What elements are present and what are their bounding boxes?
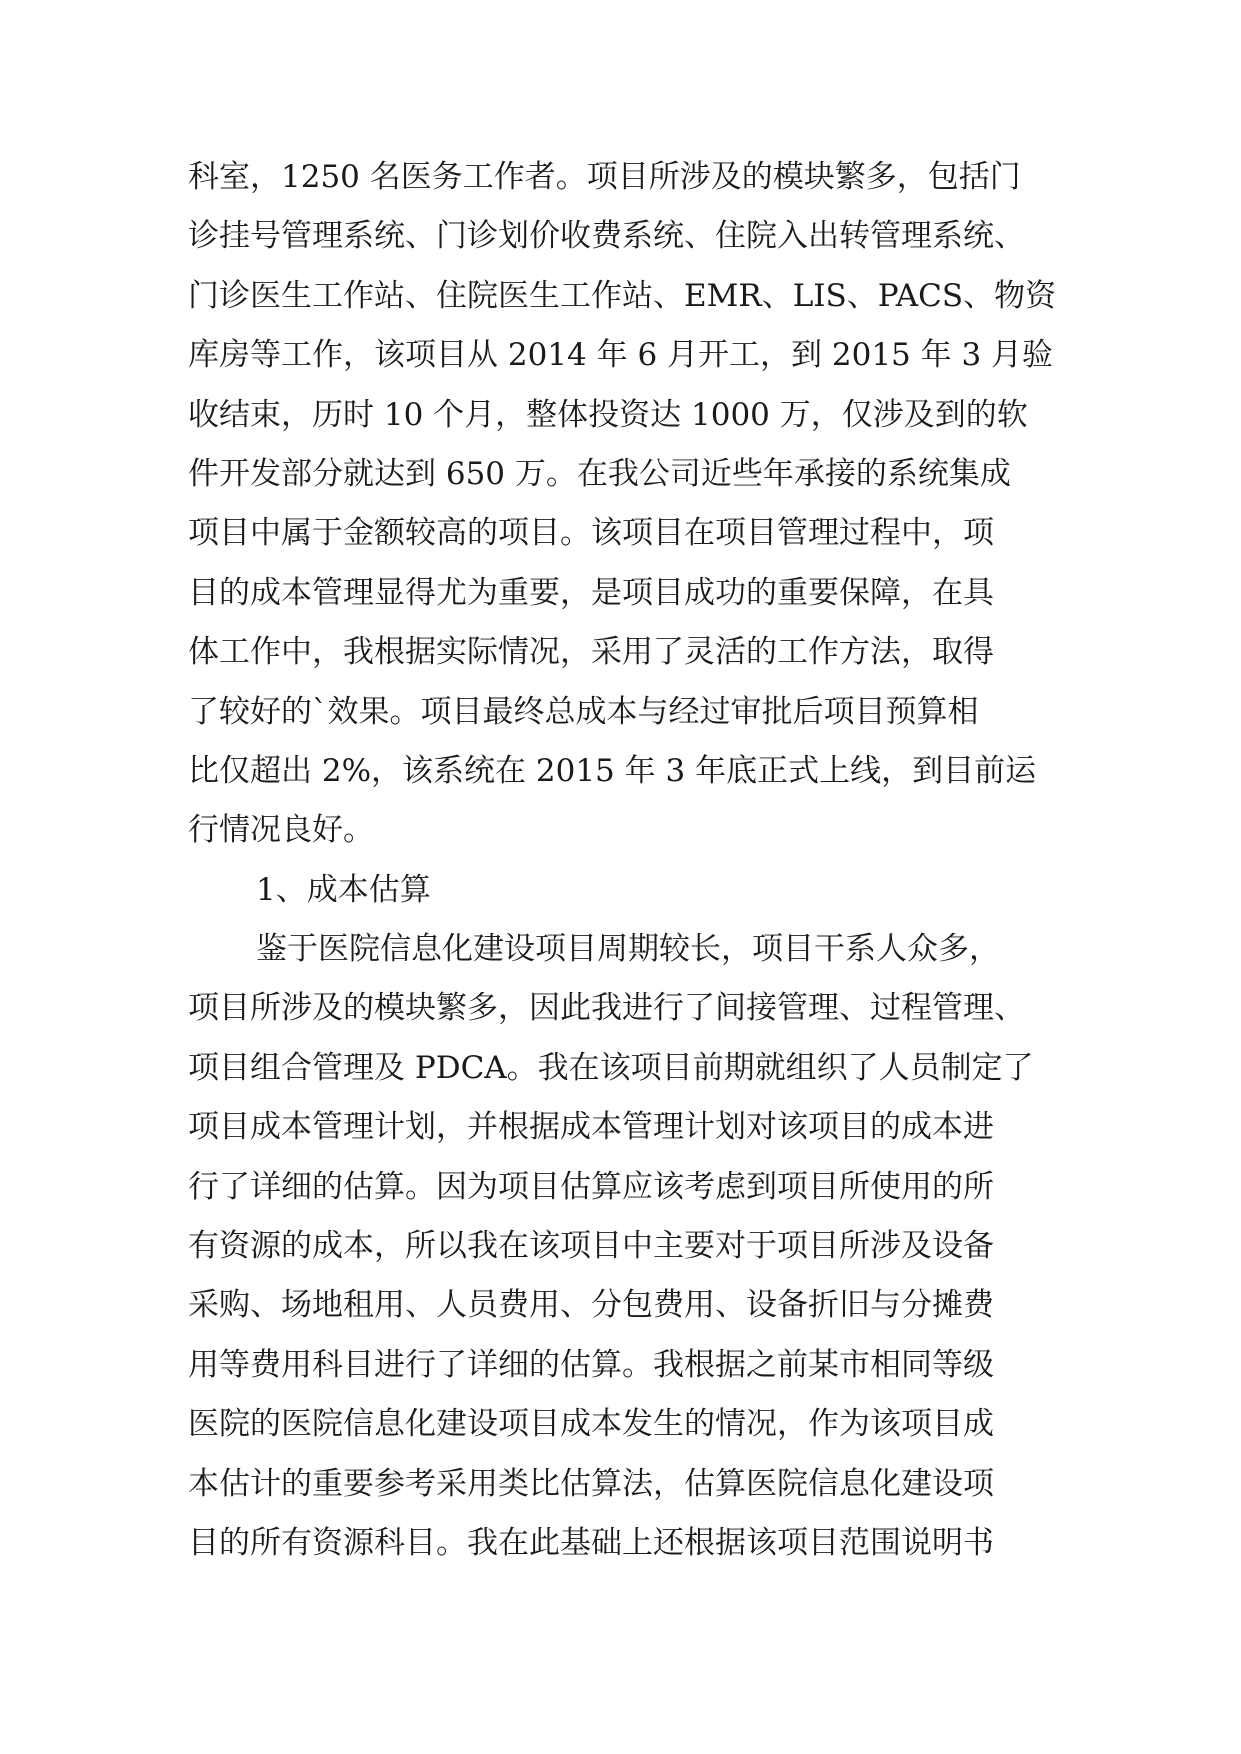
text-line: 鉴于医院信息化建设项目周期较长，项目干系人众多， bbox=[256, 931, 1000, 968]
text-line: 体工作中，我根据实际情况，采用了灵活的工作方法，取得 bbox=[188, 634, 994, 671]
section-heading-cost-estimation: 1、成本估算 bbox=[256, 871, 431, 908]
text-line: 项目组合管理及 PDCA。我在该项目前期就组织了人员制定了 bbox=[188, 1049, 1034, 1086]
text-line: 采购、场地租用、人员费用、分包费用、设备折旧与分摊费 bbox=[188, 1287, 994, 1324]
paragraph-project-background bbox=[188, 148, 1068, 861]
text-line: 项目中属于金额较高的项目。该项目在项目管理过程中，项 bbox=[188, 515, 994, 552]
text-line: 收结束，历时 10 个月，整体投资达 1000 万，仅涉及到的软 bbox=[188, 396, 1028, 433]
text-line: 诊挂号管理系统、门诊划价收费系统、住院入出转管理系统、 bbox=[188, 218, 1025, 255]
text-line: 门诊医生工作站、住院医生工作站、EMR、LIS、PACS、物资 bbox=[188, 277, 1057, 314]
text-line: 科室，1250 名医务工作者。项目所涉及的模块繁多，包括门 bbox=[188, 159, 1021, 195]
text-line: 行情况良好。 bbox=[188, 812, 374, 849]
text-line: 医院的医院信息化建设项目成本发生的情况，作为该项目成 bbox=[188, 1406, 994, 1443]
text-line: 本估计的重要参考采用类比估算法，估算医院信息化建设项 bbox=[188, 1465, 994, 1502]
paragraph-cost-estimation bbox=[188, 920, 1068, 1573]
text-line: 行了详细的估算。因为项目估算应该考虑到项目所使用的所 bbox=[188, 1168, 994, 1205]
text-line: 用等费用科目进行了详细的估算。我根据之前某市相同等级 bbox=[188, 1346, 994, 1383]
text-line: 比仅超出 2%，该系统在 2015 年 3 年底正式上线，到目前运 bbox=[188, 752, 1037, 789]
text-line: 目的所有资源科目。我在此基础上还根据该项目范围说明书 bbox=[188, 1524, 994, 1561]
text-line: 项目所涉及的模块繁多，因此我进行了间接管理、过程管理、 bbox=[188, 990, 1025, 1027]
text-line: 件开发部分就达到 650 万。在我公司近些年承接的系统集成 bbox=[188, 455, 1011, 492]
text-line: 库房等工作，该项目从 2014 年 6 月开工，到 2015 年 3 月验 bbox=[188, 337, 1054, 374]
document-body bbox=[188, 148, 1068, 1573]
text-line: 目的成本管理显得尤为重要，是项目成功的重要保障，在具 bbox=[188, 574, 994, 611]
text-line: 有资源的成本，所以我在该项目中主要对于项目所涉及设备 bbox=[188, 1228, 994, 1265]
text-line: 项目成本管理计划，并根据成本管理计划对该项目的成本进 bbox=[188, 1109, 994, 1146]
text-line: 了较好的`效果。项目最终总成本与经过审批后项目预算相 bbox=[188, 693, 979, 730]
